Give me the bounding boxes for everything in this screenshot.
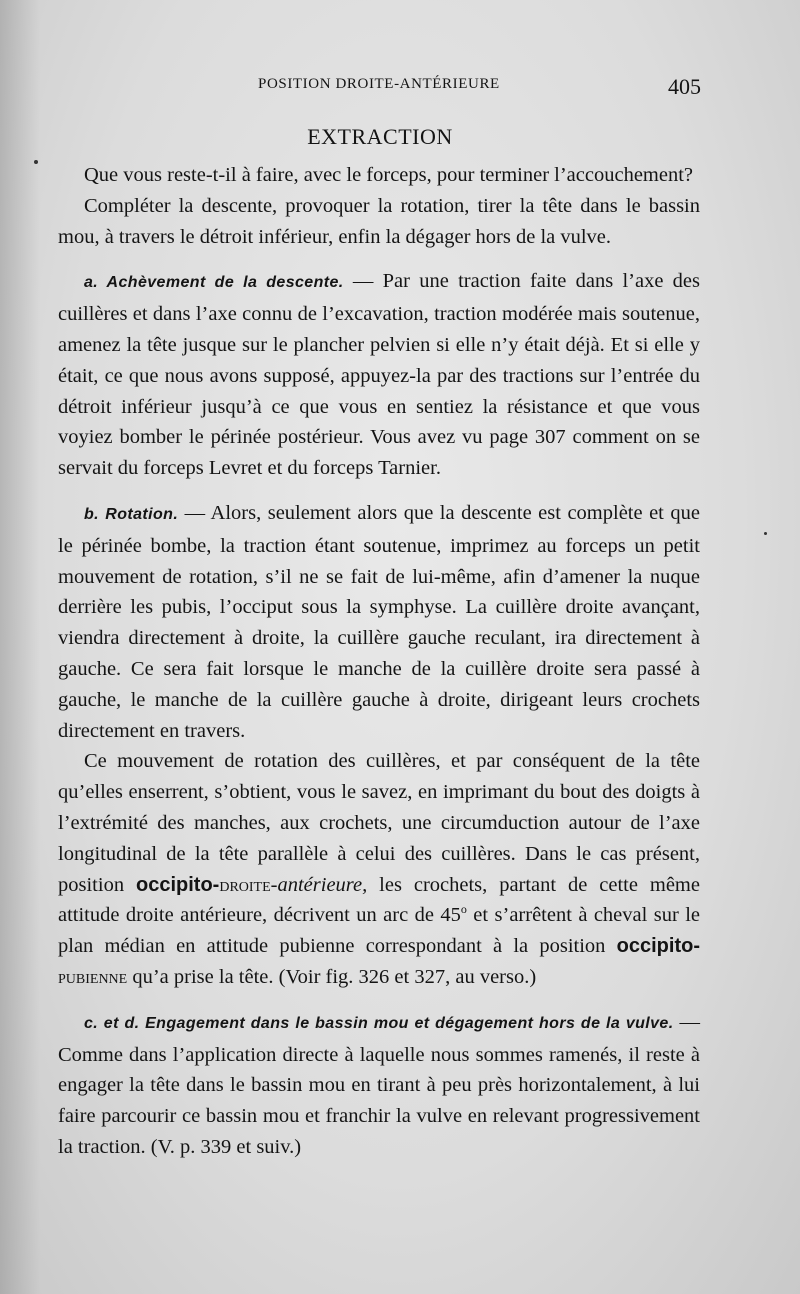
paragraph-b	[58, 498, 700, 746]
subsection-cd-label: c. et d. Engagement dans le bassin mou et dégagement hors de la vulve.	[84, 1014, 674, 1032]
paragraph-rotation-detail	[58, 746, 700, 992]
term-occipito-2: occipito-	[616, 935, 700, 958]
binding-shadow	[0, 0, 40, 1294]
paragraph-a	[58, 266, 700, 484]
paragraph-a-text: — Par une traction faite dans l’axe des cuillères et dans l’axe connu de l’excavation, traction modérée mais soutenue, amenez la tête jusque sur le plancher pelvien si elle n’y était déjà. Et si elle y était, ce que nous avons supposé, appuyez-la par des tractions sur l’entrée du détroit inférieur jusqu’à ce que vous en sentiez la résistance et que vous voyiez bomber le périnée postérieur. Vous avez vu page 307 comment on se servait du forceps Levret et du forceps Tarnier.	[58, 270, 701, 480]
detail-text-3: et s’arrêtent à cheval sur le plan médian en attitude pubienne correspondant à la position	[58, 904, 700, 958]
ink-speck	[34, 160, 38, 164]
paragraph-cd	[58, 1007, 700, 1163]
section-title: EXTRACTION	[307, 124, 453, 149]
subsection-a-label: a. Achèvement de la descente.	[84, 274, 344, 292]
body-text	[58, 160, 700, 1163]
detail-text-1: Ce mouvement de rotation des cuillères, et par conséquent de la tête qu’elles enserrent, s’obtient, vous le savez, en imprimant du bout des doigts à l’extrémité des manches, aux crochets, une circumduction autour de l’axe longitudinal de la tête parallèle à celui des cuillères. Dans le cas présent, position	[58, 750, 700, 896]
term-pubienne: pubienne	[58, 965, 128, 988]
detail-text-4: qu’a prise la tête. (Voir fig. 326 et 327, au verso.)	[127, 965, 537, 988]
subsection-b-label: b. Rotation.	[84, 505, 179, 523]
term-occipito: occipito-	[135, 873, 220, 896]
running-head: POSITION DROITE-ANTÉRIEURE	[258, 76, 500, 92]
question-paragraph: Que vous reste-t-il à faire, avec le forceps, pour terminer l’accouchement?	[84, 164, 694, 186]
paragraph-b-text: — Alors, seulement alors que la descente est complète et que le périnée bombe, la traction étant soutenue, imprimez au forceps un petit mouvement de rotation, s’il ne se fait de lui-même, afin d’amener la nuque derrière les pubis, l’occiput sous la symphyse. La cuillère droite avançant, viendra directement à droite, la cuillère gauche reculant, ira directement à gauche. Ce sera fait lorsque le manche de la cuillère droite sera passé à gauche, le manche de la cuillère gauche à droite, dirigeant leurs crochets directement en travers.	[58, 501, 700, 742]
term-droite: droite	[219, 873, 271, 896]
term-anterieure: -antérieure,	[270, 873, 368, 896]
ink-speck	[764, 532, 767, 535]
answer-paragraph: Compléter la descente, provoquer la rotation, tirer la tête dans le bassin mou, à travers le détroit inférieur, enfin la dégager hors de la vulve.	[58, 194, 700, 248]
page-number: 405	[668, 74, 701, 99]
degree-mark: o	[460, 902, 467, 917]
paragraph-cd-text: — Comme dans l’application directe à laquelle nous sommes ramenés, il reste à engager la tête dans le bassin mou en tirant à peu près horizontalement, à lui faire parcourir ce bassin mou et franchir la vulve en relevant progressivement la traction. (V. p. 339 et suiv.)	[58, 1010, 700, 1158]
detail-text-2: les crochets, partant de cette même attitude droite antérieure, décrivent un arc de 45	[58, 873, 700, 927]
